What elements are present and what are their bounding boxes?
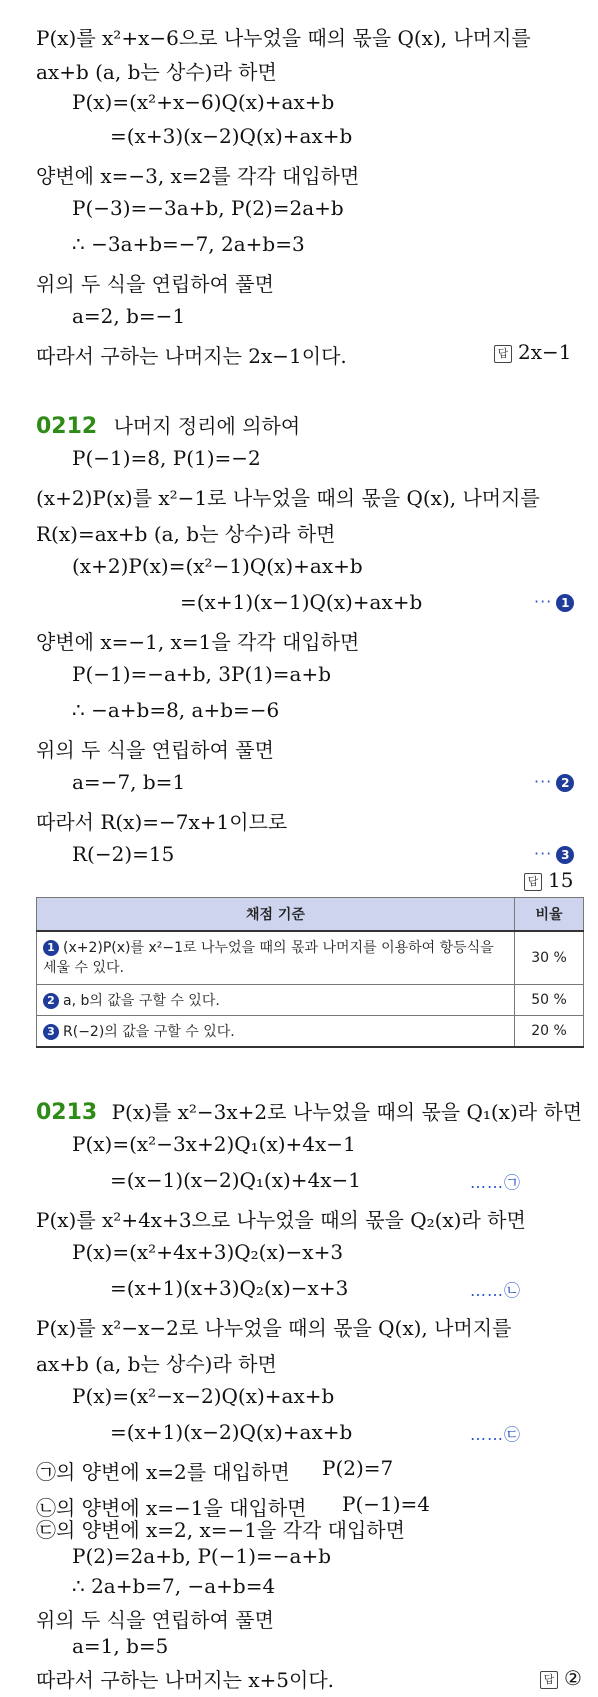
equation-line: ∴ −3a+b=−7, 2a+b=3	[72, 232, 305, 256]
text-line: P(x)를 x²−3x+2로 나누었을 때의 몫을 Q₁(x)라 하면	[111, 1100, 583, 1124]
equation-line: R(−2)=15	[72, 842, 175, 866]
tag-a: ……㉠	[470, 1173, 522, 1192]
table-row	[37, 931, 584, 985]
percent-cell: 50 %	[515, 985, 584, 1016]
circled-number-icon: 1	[43, 940, 59, 956]
text-line: P(x)를 x²+x−6으로 나누었을 때의 몫을 Q(x), 나머지를	[36, 26, 531, 50]
problem-number: 0213	[36, 1100, 98, 1125]
criterion-cell: 3 R(−2)의 값을 구할 수 있다.	[37, 1016, 515, 1048]
text-line: 따라서 구하는 나머지는 2x−1이다.	[36, 344, 347, 368]
criterion-cell: 1 (x+2)P(x)를 x²−1로 나누었을 때의 몫과 나머지를 이용하여 항등식을 세울 수 있다.	[37, 931, 515, 985]
equation-line: (x+2)P(x)=(x²−1)Q(x)+ax+b	[72, 554, 363, 578]
circled-number-icon: 2	[556, 774, 574, 792]
text-line: ㉠의 양변에 x=2를 대입하면	[36, 1460, 290, 1484]
equation-line: a=2, b=−1	[72, 304, 186, 328]
problem-heading	[36, 410, 300, 439]
circled-number-icon: 1	[556, 594, 574, 612]
equation-line: P(−3)=−3a+b, P(2)=2a+b	[72, 196, 344, 220]
table-header-row	[37, 898, 584, 932]
answer-value: 2x−1	[518, 340, 572, 364]
equation-line: P(2)=7	[322, 1456, 394, 1480]
percent-cell: 20 %	[515, 1016, 584, 1048]
table-row	[37, 1016, 584, 1048]
text-line: 양변에 x=−3, x=2를 각각 대입하면	[36, 164, 360, 188]
circled-number-icon: 2	[43, 993, 59, 1009]
equation-line: P(−1)=−a+b, 3P(1)=a+b	[72, 662, 332, 686]
equation-line: a=−7, b=1	[72, 770, 186, 794]
scoring-table	[36, 897, 584, 1048]
equation-line: ∴ 2a+b=7, −a+b=4	[72, 1574, 276, 1598]
answer	[494, 340, 572, 364]
problem-number: 0212	[36, 414, 98, 439]
equation-line: =(x+1)(x+3)Q₂(x)−x+3	[110, 1276, 349, 1300]
text-line: ㉢의 양변에 x=2, x=−1을 각각 대입하면	[36, 1518, 405, 1542]
column-header-ratio: 비율	[515, 898, 584, 932]
equation-line: P(−1)=4	[342, 1492, 431, 1516]
circled-number-icon: 3	[556, 846, 574, 864]
equation-line: =(x+3)(x−2)Q(x)+ax+b	[110, 124, 353, 148]
text-line: P(x)를 x²+4x+3으로 나누었을 때의 몫을 Q₂(x)라 하면	[36, 1208, 526, 1232]
text-line: 따라서 R(x)=−7x+1이므로	[36, 810, 288, 834]
equation-line: P(x)=(x²−x−2)Q(x)+ax+b	[72, 1384, 335, 1408]
text-line: 위의 두 식을 연립하여 풀면	[36, 738, 274, 762]
answer	[540, 1666, 582, 1690]
equation-line: =(x+1)(x−1)Q(x)+ax+b	[180, 590, 423, 614]
table-row	[37, 985, 584, 1016]
text-line: 따라서 구하는 나머지는 x+5이다.	[36, 1668, 335, 1692]
equation-line: P(x)=(x²−3x+2)Q₁(x)+4x−1	[72, 1132, 356, 1156]
text-line: ㉡의 양변에 x=−1을 대입하면	[36, 1496, 307, 1520]
problem-heading	[36, 1096, 582, 1125]
answer-icon: 답	[494, 345, 512, 363]
text-line: 양변에 x=−1, x=1을 각각 대입하면	[36, 630, 360, 654]
answer	[524, 868, 573, 892]
tag-c: ……㉢	[470, 1425, 522, 1444]
tag-b: ……㉡	[470, 1281, 522, 1300]
equation-line: =(x+1)(x−2)Q(x)+ax+b	[110, 1420, 353, 1444]
marker-1: ··· 1	[534, 592, 574, 612]
equation-line: =(x−1)(x−2)Q₁(x)+4x−1	[110, 1168, 362, 1192]
equation-line: P(x)=(x²+4x+3)Q₂(x)−x+3	[72, 1240, 344, 1264]
text-line: (x+2)P(x)를 x²−1로 나누었을 때의 몫을 Q(x), 나머지를	[36, 486, 540, 510]
equation-line: P(2)=2a+b, P(−1)=−a+b	[72, 1544, 332, 1568]
answer-value: 15	[548, 868, 574, 892]
text-line: R(x)=ax+b (a, b는 상수)라 하면	[36, 522, 336, 546]
marker-2: ··· 2	[534, 772, 574, 792]
equation-line: P(−1)=8, P(1)=−2	[72, 446, 261, 470]
text-line: ax+b (a, b는 상수)라 하면	[36, 60, 277, 84]
percent-cell: 30 %	[515, 931, 584, 985]
equation-line: a=1, b=5	[72, 1634, 169, 1658]
answer-icon: 답	[540, 1671, 558, 1689]
equation-line: P(x)=(x²+x−6)Q(x)+ax+b	[72, 90, 335, 114]
criterion-cell: 2 a, b의 값을 구할 수 있다.	[37, 985, 515, 1016]
circled-number-icon: 3	[43, 1024, 59, 1040]
column-header-criteria: 채점 기준	[37, 898, 515, 932]
marker-3: ··· 3	[534, 844, 574, 864]
text-line: 위의 두 식을 연립하여 풀면	[36, 272, 274, 296]
text-line: P(x)를 x²−x−2로 나누었을 때의 몫을 Q(x), 나머지를	[36, 1316, 512, 1340]
equation-line: ∴ −a+b=8, a+b=−6	[72, 698, 280, 722]
answer-value: ②	[564, 1666, 582, 1690]
text-line: ax+b (a, b는 상수)라 하면	[36, 1352, 277, 1376]
text-line: 위의 두 식을 연립하여 풀면	[36, 1608, 274, 1632]
answer-icon: 답	[524, 873, 542, 891]
problem-intro: 나머지 정리에 의하여	[113, 414, 301, 438]
